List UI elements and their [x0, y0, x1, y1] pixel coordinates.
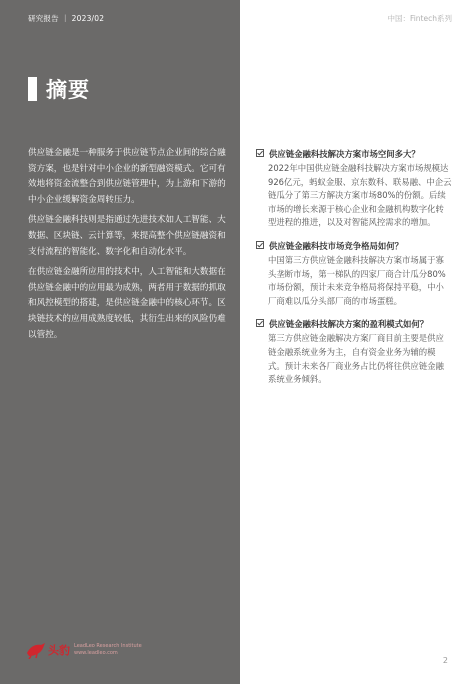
leopard-logo-icon [26, 641, 46, 659]
logo-line-1: LeadLeo Research Institute [74, 643, 142, 649]
question-1-text: 供应链金融科技解决方案市场空间多大？ [269, 149, 420, 159]
qa-column [256, 148, 452, 397]
checkbox-icon [256, 241, 264, 249]
question-1 [256, 148, 452, 160]
question-3 [256, 318, 452, 330]
page-number: 2 [442, 656, 448, 665]
question-3-text: 供应链金融科技解决方案的盈利模式如何？ [269, 319, 429, 330]
leadleo-logo [26, 638, 142, 662]
question-2 [256, 240, 452, 252]
logo-text: 头豹 [48, 644, 70, 657]
page-title: 摘要 [46, 78, 90, 102]
title-block [28, 76, 90, 102]
answer-2: 中国第三方供应链金融科技解决方案市场属于寡头垄断市场，第一梯队的四家厂商合计瓜分80%市场份额，预计未来竞争格局将保持平稳，中小厂商难以瓜分头部厂商的市场蛋糕。 [268, 254, 446, 306]
series-label: 中国：Fintech系列 [387, 14, 452, 23]
title-bar-icon [28, 77, 37, 101]
answer-3: 第三方供应链金融解决方案厂商目前主要是供应链金融系统业务为主，自有资金业务为辅的模式。预计未来各厂商业务占比仍将往供应链金融系统业务倾斜。 [268, 333, 444, 385]
summary-paragraph-3: 在供应链金融所应用的技术中，人工智能和大数据在供应链金融中的应用最为成熟，两者用于数据的抓取和风控模型的搭建，是供应链金融中的核心环节。区块链技术的应用成熟度较低，其衍生出来的风险仍难以管控。 [28, 267, 226, 340]
checkbox-icon [256, 319, 264, 327]
logo-subtext [74, 643, 142, 657]
answer-1: 2022年中国供应链金融科技解决方案市场规模达926亿元，蚂蚁金服、京东数科、联易融、中企云链瓜分了第三方解决方案市场80%的份额。后续市场的增长来源于核心企业和金融机构数字化转型进程的推进，以及对智能风控需求的增加。 [268, 163, 452, 228]
summary-paragraph-2: 供应链金融科技则是指通过先进技术如人工智能、大数据、区块链、云计算等，来提高整个供应链融资和支付流程的智能化、数字化和自动化水平。 [28, 215, 226, 257]
summary-paragraph-1: 供应链金融是一种服务于供应链节点企业间的综合融资方案，也是针对中小企业的新型融资模式。它可有效地将资金流整合到供应链管理中，为上游和下游的中小企业缓解资金周转压力。 [28, 148, 226, 205]
logo-line-2: www.leadleo.com [74, 650, 118, 656]
question-2-text: 供应链金融科技市场竞争格局如何？ [269, 240, 403, 251]
report-label: 研究报告 ｜ 2023/02 [28, 14, 105, 23]
checkbox-icon [256, 149, 264, 157]
summary-text [28, 146, 234, 348]
